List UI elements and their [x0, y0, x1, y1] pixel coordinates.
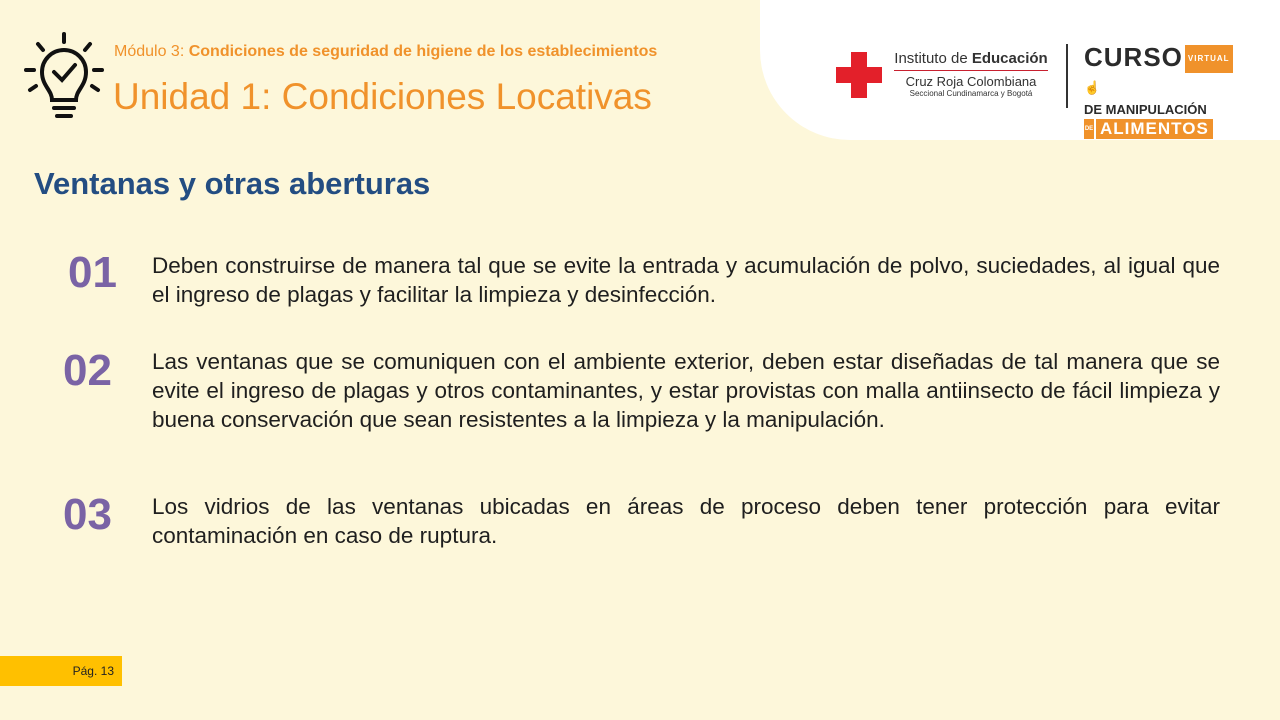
page-number-tag: Pág. 13 [0, 656, 122, 686]
item-text: Los vidrios de las ventanas ubicadas en áreas de proceso deben tener protección para evitar contaminación en caso de ruptura. [152, 494, 1220, 548]
institute-line1-prefix: Instituto de [894, 50, 968, 67]
institute-logo-text [894, 50, 1048, 98]
curso-line3: ALIMENTOS [1096, 119, 1213, 139]
curso-logo [1084, 44, 1234, 139]
institute-line3: Seccional Cundinamarca y Bogotá [909, 89, 1033, 98]
hand-pointer-icon: ☝ [1084, 80, 1102, 96]
curso-line3-row [1084, 119, 1234, 139]
curso-virtual-badge: VIRTUAL [1185, 45, 1233, 73]
curso-line1 [1084, 44, 1234, 101]
institute-divider [894, 70, 1048, 71]
curso-line2: DE MANIPULACIÓN [1084, 102, 1207, 118]
institute-line1 [894, 50, 1048, 67]
section-title: Ventanas y otras aberturas [34, 166, 431, 201]
item-number: 01 [68, 248, 117, 297]
curso-de-badge: DE [1084, 119, 1094, 139]
item-number: 03 [63, 490, 112, 539]
item-text: Deben construirse de manera tal que se evite la entrada y acumulación de polvo, suciedades, al igual que el ingreso de plagas y facilitar la limpieza y desinfección. [152, 253, 1220, 307]
institute-line2: Cruz Roja Colombiana [905, 74, 1037, 89]
red-cross-logo [836, 52, 882, 98]
logo-divider [1066, 44, 1068, 108]
item-number: 02 [63, 346, 112, 395]
module-title: Condiciones de seguridad de higiene de los establecimientos [188, 43, 658, 60]
lightbulb-check-icon [22, 30, 106, 122]
item-text: Las ventanas que se comuniquen con el ambiente exterior, deben estar diseñadas de tal manera que se evite el ingreso de plagas y otros contaminantes, y estar provistas con malla antiinsecto de fácil limpieza y buena conservación que sean resistentes a la limpieza y la manipulación. [152, 349, 1220, 432]
module-prefix: Módulo 3: [114, 43, 185, 60]
module-heading [114, 43, 657, 61]
institute-line1-bold: Educación [971, 50, 1048, 67]
unit-title: Unidad 1: Condiciones Locativas [113, 76, 652, 117]
curso-word: CURSO [1084, 42, 1183, 72]
